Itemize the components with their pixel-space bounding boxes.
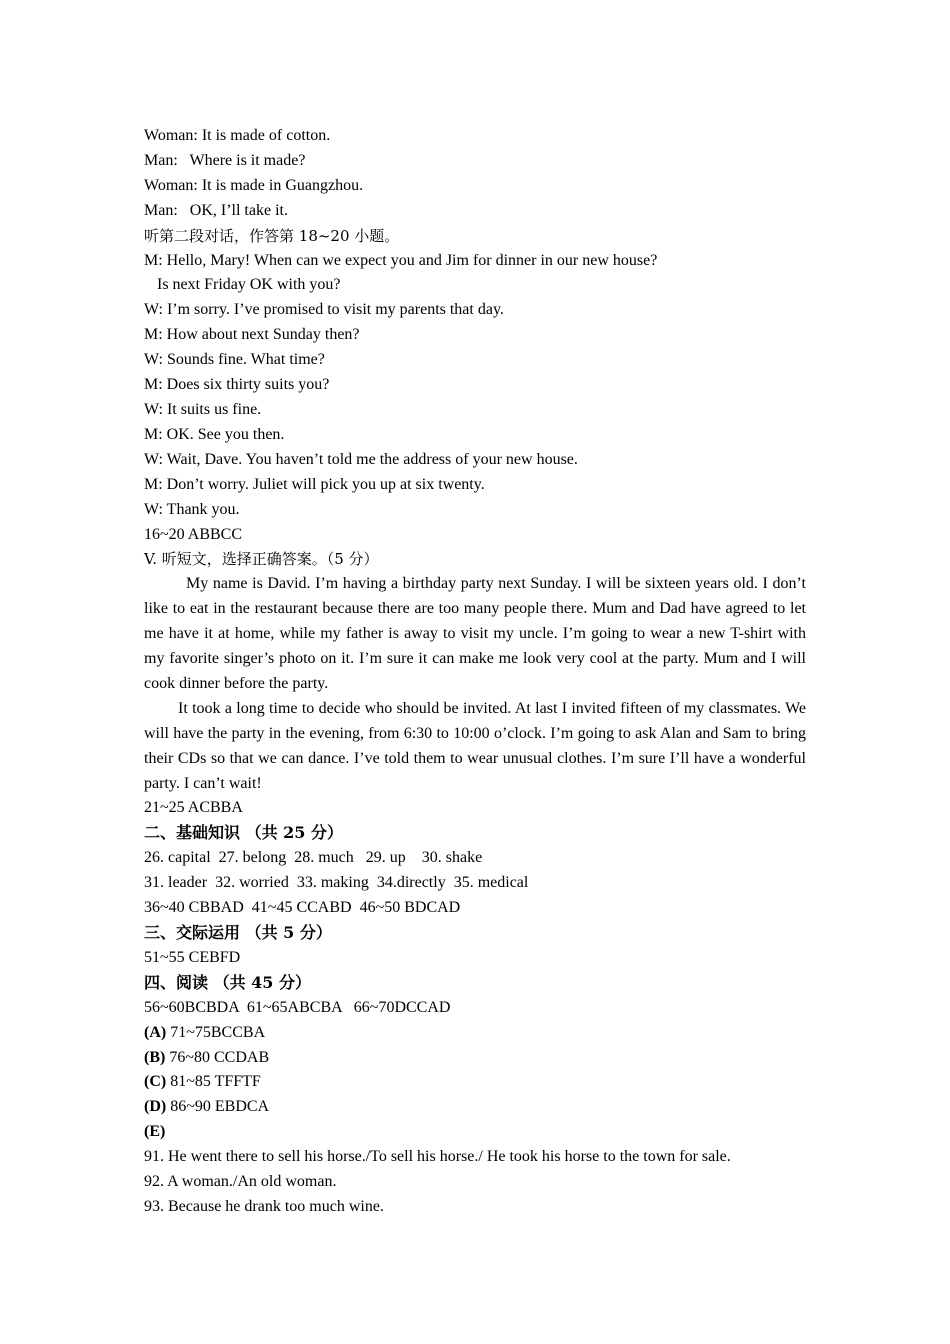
part3-answers-line: 51~55 CEBFD: [144, 948, 241, 966]
part2-answers-line: 36~40 CBBAD 41~45 CCABD 46~50 BDCAD: [144, 899, 461, 917]
group-label: (B): [144, 1048, 166, 1066]
dialogue1-line: Woman: It is made of cotton.: [144, 127, 331, 144]
short-answer: 92. A woman./An old woman.: [144, 1173, 337, 1191]
reading-group-a: [144, 1021, 806, 1046]
part4-heading: 四、阅读 （共 45 分）: [144, 972, 311, 992]
dialogue2-line: M: Does six thirty suits you?: [144, 376, 330, 394]
dialogue1-line: Woman: It is made in Guangzhou.: [144, 176, 364, 194]
reading-group-c: [144, 1070, 806, 1095]
dialogue1-line: Man: Where is it made?: [144, 151, 306, 169]
part2-heading: 二、基础知识 （共 25 分）: [144, 823, 343, 843]
dialogue2-line: W: Thank you.: [144, 500, 240, 518]
passage-paragraph-1: My name is David. I’m having a birthday party next Sunday. I will be sixteen years old. I don’t like to eat in the restaurant because there are too many people there. Mum and Dad have agreed to let me have it at home, while my father is away to visit my uncle. I’m going to wear a new T-shirt with my favorite singer’s photo on it. I’m sure it can make me look very cool at the party. Mum and I will cook dinner before the party.: [144, 575, 806, 692]
group-answers: 71~75BCCBA: [166, 1023, 266, 1041]
part4-answers-line: 56~60BCBDA 61~65ABCBA 66~70DCCAD: [144, 998, 451, 1016]
answers-21-25: 21~25 ACBBA: [144, 799, 243, 817]
short-answer: 91. He went there to sell his horse./To sell his horse./ He took his horse to the town for sale.: [144, 1148, 731, 1166]
section2-intro: 听第二段对话，作答第 18~20 小题。: [144, 226, 400, 245]
section5-title: V. 听短文，选择正确答案。（5 分）: [144, 550, 379, 569]
reading-group-b: [144, 1046, 806, 1071]
part2-answers-line: 31. leader 32. worried 33. making 34.directly 35. medical: [144, 874, 529, 892]
dialogue2-line: M: Hello, Mary! When can we expect you and Jim for dinner in our new house?: [144, 251, 658, 269]
dialogue2-line: W: Wait, Dave. You haven’t told me the address of your new house.: [144, 450, 578, 468]
group-label: (E): [144, 1123, 166, 1141]
dialogue2-line: M: How about next Sunday then?: [144, 326, 360, 344]
dialogue1-line: Man: OK, I’ll take it.: [144, 201, 288, 219]
dialogue2-line: W: It suits us fine.: [144, 400, 262, 418]
group-label: (C): [144, 1073, 167, 1091]
part3-heading: 三、交际运用 （共 5 分）: [144, 923, 332, 942]
dialogue2-line: W: Sounds fine. What time?: [144, 351, 325, 369]
dialogue2-line: M: OK. See you then.: [144, 425, 285, 443]
dialogue2-line: Is next Friday OK with you?: [157, 276, 341, 294]
group-label: (A): [144, 1023, 167, 1041]
dialogue2-line: M: Don’t worry. Juliet will pick you up at six twenty.: [144, 475, 485, 493]
answer-document: [144, 124, 806, 1220]
answers-16-20: 16~20 ABBCC: [144, 525, 243, 543]
part2-answers-line: 26. capital 27. belong 28. much 29. up 30. shake: [144, 849, 483, 867]
passage-paragraph-2: It took a long time to decide who should be invited. At last I invited fifteen of my classmates. We will have the party in the evening, from 6:30 to 10:00 o’clock. I’m going to ask Alan and Sam to bring their CDs so that we can dance. I’ve told them to wear unusual clothes. I’m sure I’ll have a wonderful party. I can’t wait!: [144, 699, 806, 792]
reading-group-e: [144, 1120, 806, 1145]
group-answers: 76~80 CCDAB: [165, 1048, 270, 1066]
group-answers: 86~90 EBDCA: [166, 1098, 270, 1116]
reading-group-d: [144, 1095, 806, 1120]
group-answers: 81~85 TFFTF: [166, 1073, 261, 1091]
group-label: (D): [144, 1098, 167, 1116]
short-answer: 93. Because he drank too much wine.: [144, 1197, 384, 1215]
dialogue2-line: W: I’m sorry. I’ve promised to visit my parents that day.: [144, 301, 504, 319]
